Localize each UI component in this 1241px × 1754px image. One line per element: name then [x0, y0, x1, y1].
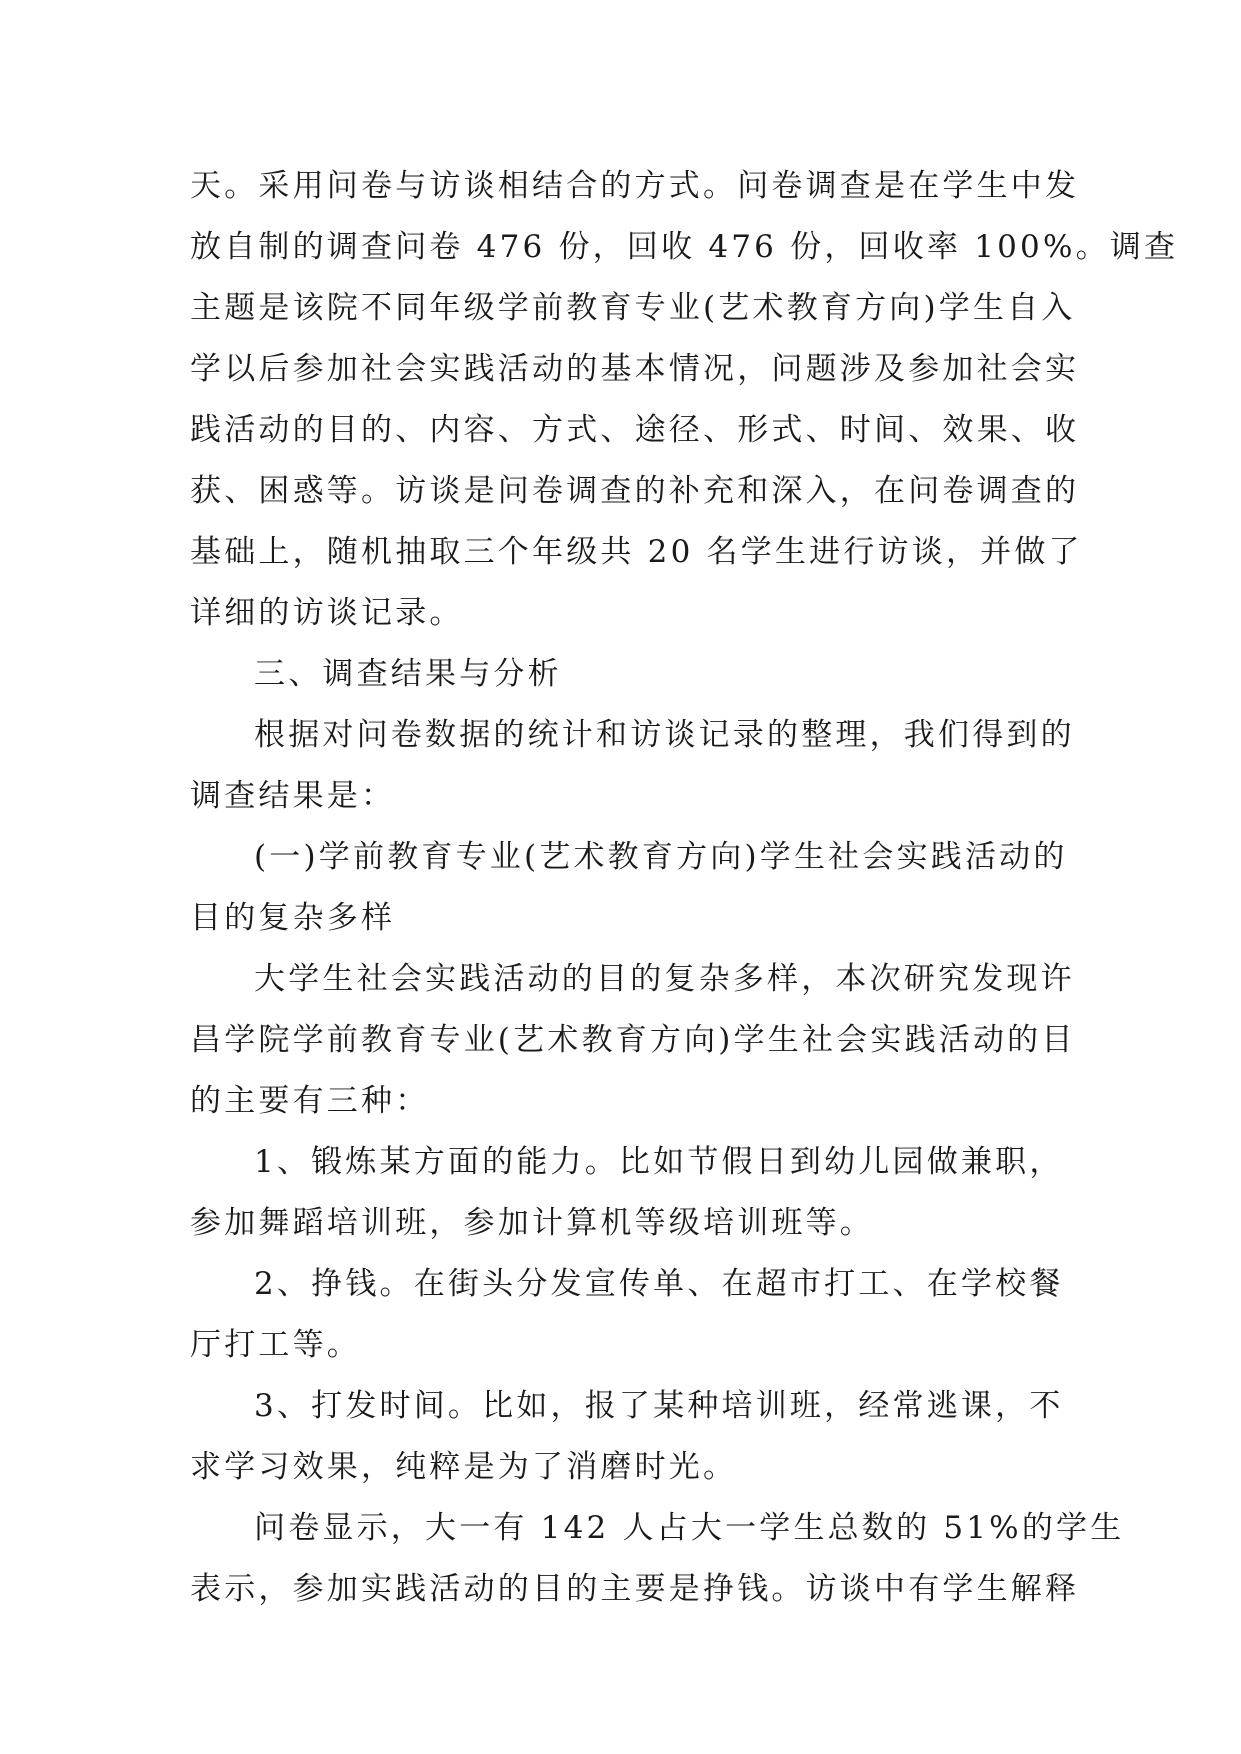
text-line: 天。采用问卷与访谈相结合的方式。问卷调查是在学生中发	[190, 168, 1080, 204]
text-line: 践活动的目的、内容、方式、途径、形式、时间、效果、收	[190, 412, 1080, 448]
text-line: 3、打发时间。比如，报了某种培训班，经常逃课，不	[254, 1388, 1064, 1424]
text-line: 详细的访谈记录。	[190, 595, 464, 631]
text-line: 表示，参加实践活动的目的主要是挣钱。访谈中有学生解释	[190, 1571, 1080, 1607]
text-line: 主题是该院不同年级学前教育专业(艺术教育方向)学生自入	[190, 290, 1076, 326]
text-line: (一)学前教育专业(艺术教育方向)学生社会实践活动的	[254, 839, 1068, 875]
text-line: 1、锻炼某方面的能力。比如节假日到幼儿园做兼职，	[254, 1144, 1064, 1180]
text-line: 调查结果是：	[190, 778, 396, 814]
text-line: 获、困惑等。访谈是问卷调查的补充和深入，在问卷调查的	[190, 473, 1080, 509]
text-line: 的主要有三种：	[190, 1083, 430, 1119]
document-body	[190, 156, 1179, 1620]
text-line: 厅打工等。	[190, 1327, 361, 1363]
text-line: 大学生社会实践活动的目的复杂多样，本次研究发现许	[254, 961, 1075, 997]
text-line: 放自制的调查问卷 476 份，回收 476 份，回收率 100%。调查	[190, 229, 1179, 265]
text-line: 昌学院学前教育专业(艺术教育方向)学生社会实践活动的目	[190, 1022, 1076, 1058]
text-line: 学以后参加社会实践活动的基本情况，问题涉及参加社会实	[190, 351, 1080, 387]
text-line: 2、挣钱。在街头分发宣传单、在超市打工、在学校餐	[254, 1266, 1064, 1302]
text-line: 求学习效果，纯粹是为了消磨时光。	[190, 1449, 738, 1485]
text-line: 参加舞蹈培训班，参加计算机等级培训班等。	[190, 1205, 874, 1241]
text-line: 目的复杂多样	[190, 900, 396, 936]
text-line: 基础上，随机抽取三个年级共 20 名学生进行访谈，并做了	[190, 534, 1083, 570]
text-line: 问卷显示，大一有 142 人占大一学生总数的 51%的学生	[254, 1510, 1125, 1546]
text-line: 三、调查结果与分析	[254, 656, 562, 692]
text-line: 根据对问卷数据的统计和访谈记录的整理，我们得到的	[254, 717, 1075, 753]
